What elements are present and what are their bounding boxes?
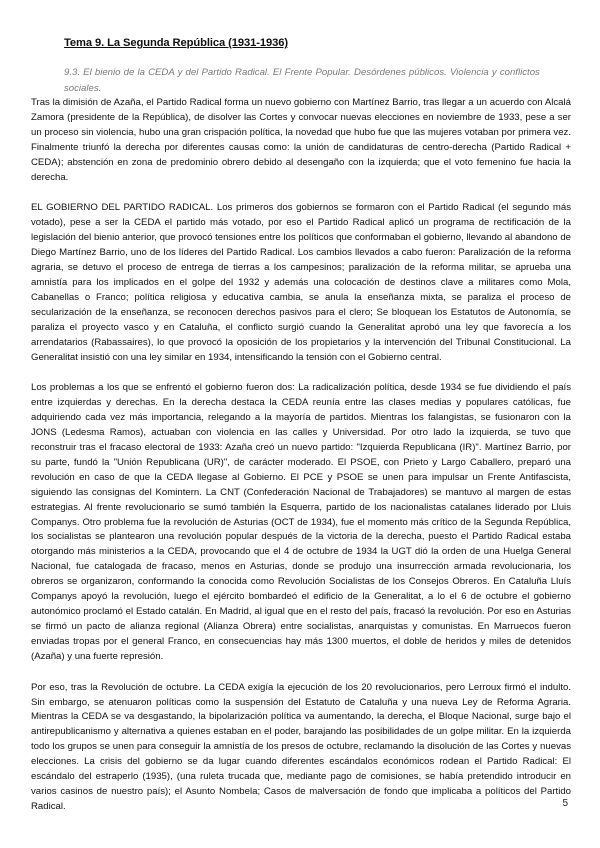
page-number: 5 (562, 798, 568, 809)
paragraph-intro: Tras la dimisión de Azaña, el Partido Radical forma un nuevo gobierno con Martínez Barrio, tras llegar a un acuerdo con Alcalá Zamora (presidente de la República), de disolver las Cortes y convocar nuevas elecciones en noviembre de 1933, pese a ser un proceso sin violencia, hubo una gran crispación política, la novedad que hubo fue que las mujeres votaban por primera vez. Finalmente triunfó la derecha por diferentes causas como: la unión de candidaturas de centro-derecha (Partido Radical + CEDA); abstención en zona de predominio obrero debido al desengaño con la izquierda; que el voto femenino fue hacia la derecha. (31, 97, 571, 183)
document-body (31, 96, 571, 831)
paragraph-gobierno-radical: EL GOBIERNO DEL PARTIDO RADICAL. Los primeros dos gobiernos se formaron con el Partido Radical (el segundo más votado), pese a ser la CEDA el partido más votado, por eso el Partido Radical aplicó un programa de rectificación de la legislación del bienio anterior, que provocó tensiones entre los políticos que conformaban el gobierno, llevando al abandono de Diego Martínez Barrio, uno de los líderes del Partido Radical. Los cambios llevados a cabo fueron: Paralización de la reforma agraria, se detuvo el proceso de entrega de tierras a los campesinos; paralización de la reforma militar, se aprueba una amnistía para los implicados en el golpe del 1932 y además una colocación de destinos clave a militares como Mola, Cabanellas o Franco; política religiosa y educativa cambia, se anula la enseñanza mixta, se paraliza el proceso de secularización de la enseñanza, se reconocen derechos pasivos para el clero; Se bloquean los Estatutos de Autonomía, se paraliza el proyecto vasco y en Cataluña, el conflicto surgió cuando la Generalitat aprobó una ley que favorecía a los arrendatarios (Rabassaires), lo que provocó la oposición de los propietarios y la intervención del Tribunal Constitucional. La Generalitat insistió con una ley similar en 1934, intensificando la tensión con el Gobierno central. (31, 202, 571, 363)
paragraph-revolucion-octubre: Por eso, tras la Revolución de octubre. La CEDA exigía la ejecución de los 20 revolucionarios, pero Lerroux firmó el indulto. Sin embargo, se atenuaron políticas como la suspensión del Estatuto de Cataluña y una nueva Ley de Reforma Agraria. Mientras la CEDA se va desgastando, la bipolarización política va aumentando, la derecha, el Bloque Nacional, surge bajo el antirepublicanismo y alternativa a quienes estaban en el poder, barajando las posibilidades de un golpe militar. En la izquierda todo los grupos se unen para conseguir la amnistía de los presos de octubre, reclamando la disolución de las Cortes y nuevas elecciones. La crisis del gobierno se da lugar cuando diferentes escándalos económicos rodean el Partido Radical: El escándalo del estraperlo (1935), (una ruleta trucada que, mediante pago de comisiones, se había pretendido introducir en varios casinos de nuestro país); el Asunto Nombela; Casos de malversación de fondo que implicaba a políticos del Partido Radical. (31, 681, 571, 812)
paragraph-problemas: Los problemas a los que se enfrentó el gobierno fueron dos: La radicalización política, desde 1934 se fue dividiendo el país entre izquierdas y derechas. En la derecha destaca la CEDA reunía entre las clases medias y populares católicas, fue adquiriendo cada vez más importancia, relegando a la mayoría de partidos. Mientras los falangistas, se fusionaron con la JONS (Ledesma Ramos), actuaban con violencia en las calles y Universidad. Por otro lado la izquierda, se tuvo que reconstruir tras el fracaso electoral de 1933: Azaña creó un nuevo partido: "Izquierda Republicana (IR)". Martínez Barrio, por su parte, fundó la "Unión Republicana (UR)", de carácter moderado. El PSOE, con Prieto y Largo Caballero, preparó una revolución en caso de que la CEDA llegase al Gobierno. El PCE y PSOE se unen para impulsar un Frente Antifascista, siguiendo las consignas del Komintern. La CNT (Confederación Nacional de Trabajadores) se mantuvo al margen de estas estrategias. Al frente revolucionario se sumó también la Esquerra, partido de los nacionalistas catalanes liderado por Lluis Companys. Otro problema fue la revolución de Asturias (OCT de 1934), fue el momento más crítico de la Segunda República, los socialistas se plantearon una revolución popular después de la victoria de la derecha, puesto el Partido Radical estaba otorgando más ministerios a la CEDA, provocando que el 4 de octubre de 1934 la UGT dió la orden de una Huelga General Nacional, fue catalogada de fracaso, menos en Asturias, donde se produjo una insurrección armada revolucionaria, los obreros se organizaron, conformando la conocida como Revolución Socialistas de los Consejos Obreros. En Cataluña Lluís Companys apoyó la revolución, luego el ejército bombardeó el edificio de la Generalitat, a lo el 6 de octubre el gobierno autonómico proclamó el Estado catalán. En Madrid, al igual que en el resto del país, fracasó la revolución. Por eso en Asturias se firmó un pacto de alianza regional (Alianza Obrera) entre socialistas, anarquistas y comunistas. En Marruecos fueron enviadas tropas por el general Franco, en consecuencias hay más 1300 muertos, el doble de heridos y miles de detenidos (Azaña) y una fuerte represión. (31, 382, 571, 662)
page-title: Tema 9. La Segunda República (1931-1936) (64, 37, 288, 49)
section-subtitle: 9.3. El bienio de la CEDA y del Partido Radical. El Frente Popular. Desórdenes públicos. Violencia y conflictos sociales. (64, 67, 540, 94)
